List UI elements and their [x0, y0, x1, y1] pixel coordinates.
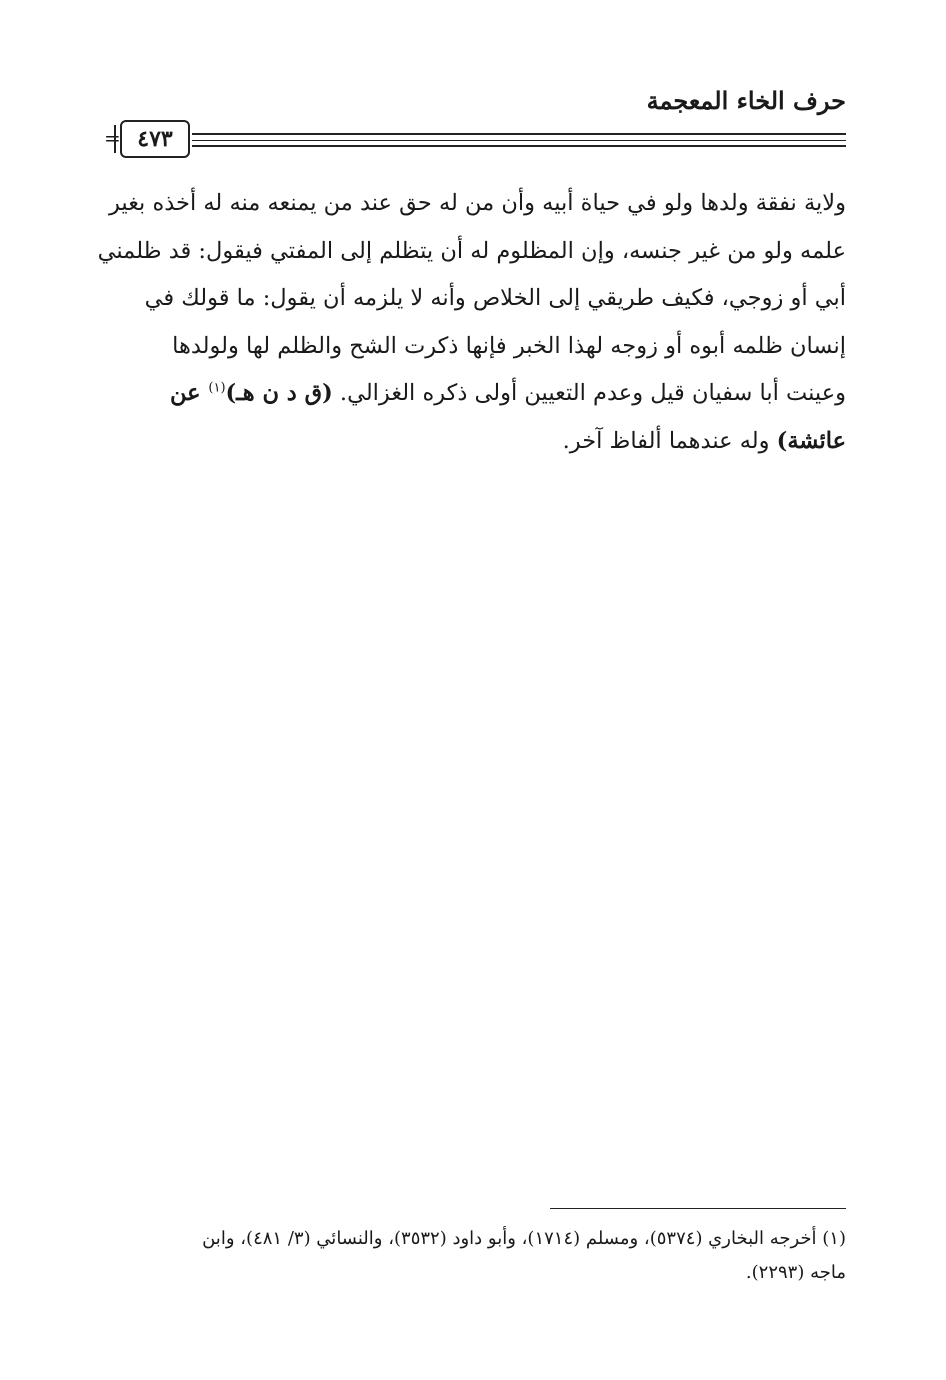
footnote-line: ماجه (٢٢٩٣). — [745, 1262, 846, 1283]
source-narrator-start: عن — [169, 380, 209, 406]
source-narrator: عائشة) — [776, 427, 846, 454]
body-text-run: وعينت أبا سفيان قيل وعدم التعيين أولى ذكره الغزالي. — [332, 380, 846, 406]
header-rule-middle — [192, 140, 846, 141]
source-abbreviation: (ق د ن هـ) — [225, 380, 333, 406]
chapter-title: حرف الخاء المعجمة — [646, 86, 846, 115]
body-line: علمه ولو من غير جنسه، وإن المظلوم له أن يتظلم إلى المفتي فيقول: قد ظلمني — [97, 237, 846, 264]
footnotes — [106, 1222, 846, 1290]
header-edge-mark: = — [104, 126, 121, 150]
body-line — [106, 418, 846, 466]
page-number: ٤٧٣ — [120, 120, 190, 158]
body-line: ولاية نفقة ولدها ولو في حياة أبيه وأن من له حق عند من يمنعه منه له أخذه بغير — [108, 190, 846, 216]
footnote-separator — [550, 1208, 846, 1209]
footnote-line: (١) أخرجه البخاري (٥٣٧٤)، ومسلم (١٧١٤)، وأبو داود (٣٥٣٢)، والنسائي (٣/ ٤٨١)، وابن — [202, 1228, 846, 1249]
body-line: أبي أو زوجي، فكيف طريقي إلى الخلاص وأنه لا يلزمه أن يقول: ما قولك في — [144, 285, 846, 311]
body-text-run: وله عندهما ألفاظ آخر. — [562, 427, 777, 454]
header-rule-bottom — [192, 145, 846, 147]
body-text — [97, 180, 846, 465]
footnote-marker: (١) — [208, 380, 226, 396]
body-line — [106, 370, 846, 418]
header-rule-top — [192, 133, 846, 135]
body-line: إنسان ظلمه أبوه أو زوجه لهذا الخبر فإنها ذكرت الشح والظلم لها ولولدها — [172, 332, 846, 359]
